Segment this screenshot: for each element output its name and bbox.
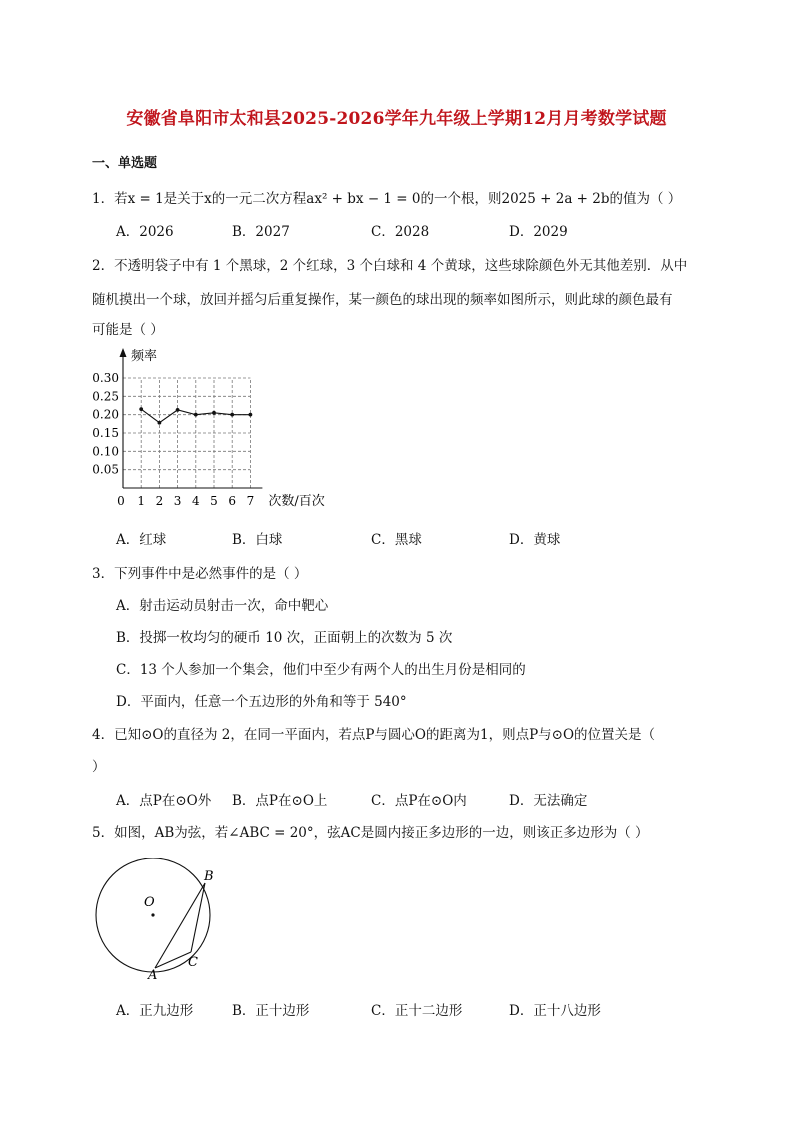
q2-option-a: A．红球 [116,532,167,548]
question-4-line-2: ） [92,759,106,775]
x-axis-label: 次数/百次 [268,494,325,509]
x-tick-label-5: 5 [210,494,218,508]
label-c: C [188,955,198,970]
q5-option-a: A．正九边形 [116,1003,194,1019]
question-3-stem: 3．下列事件中是必然事件的是（ ） [92,566,308,582]
q3-option-d: D．平面内，任意一个五边形的外角和等于 540° [116,694,407,710]
q1-option-b: B．2027 [232,224,290,240]
question-2-line-2: 随机摸出一个球，放回并摇匀后重复操作，某一颜色的球出现的频率如图所示，则此球的颜色最有 [92,292,673,308]
question-2-line-1: 2．不透明袋子中有 1 个黑球，2 个红球，3 个白球和 4 个黄球，这些球除颜色外无其他差别．从中 [92,258,688,274]
y-tick-label-0: 0.05 [92,462,119,477]
q3-option-b: B．投掷一枚均匀的硬币 10 次，正面朝上的次数为 5 次 [116,630,453,646]
label-a: A [148,968,158,983]
label-b: B [204,869,214,884]
y-axis-arrow [120,348,127,357]
question-1-stem: 1．若x = 1是关于x的一元二次方程ax² + bx − 1 = 0的一个根，则2025 + 2a + 2b的值为（ ） [92,191,682,207]
frequency-chart [88,342,348,517]
question-4-line-1: 4．已知⊙O的直径为 2，在同一平面内，若点P与圆心O的距离为1，则点P与⊙O的位置关是（ [92,727,656,743]
page-title: 安徽省阜阳市太和县2025-2026学年九年级上学期12月月考数学试题 [126,109,667,129]
data-point-3 [176,408,180,412]
label-o: O [144,895,155,910]
y-tick-label-1: 0.10 [92,444,119,459]
question-5-stem: 5．如图，AB为弦，若∠ABC = 20°，弦AC是圆内接正多边形的一边，则该正多边形为（ ） [92,825,649,841]
data-point-7 [249,413,253,417]
chord-ac [155,952,191,968]
q3-option-a: A．射击运动员射击一次，命中靶心 [116,598,329,614]
q2-option-d: D．黄球 [509,532,561,548]
q1-option-a: A．2026 [116,224,174,240]
q3-option-c: C．13 个人参加一个集会，他们中至少有两个人的出生月份是相同的 [116,662,526,678]
y-axis-label: 频率 [131,349,158,364]
q1-option-c: C．2028 [371,224,430,240]
q5-option-d: D．正十八边形 [509,1003,601,1019]
x-tick-label-6: 6 [228,494,237,508]
x-tick-label-4: 4 [191,494,200,508]
q2-option-b: B．白球 [232,532,283,548]
x-tick-label-2: 2 [155,494,164,508]
center-point [151,913,154,916]
y-tick-label-5: 0.30 [92,371,119,385]
data-point-5 [212,411,216,415]
q4-option-c: C．点P在⊙O内 [371,793,467,809]
q4-option-b: B．点P在⊙O上 [232,793,328,809]
q1-option-d: D．2029 [509,224,568,240]
circle-figure [88,858,228,983]
y-tick-label-2: 0.15 [92,426,119,440]
x-tick-label-1: 1 [137,494,146,508]
x-tick-label-7: 7 [246,494,255,508]
y-tick-label-3: 0.20 [92,407,119,422]
q5-option-c: C．正十二边形 [371,1003,463,1019]
q4-option-d: D．无法确定 [509,793,588,809]
y-tick-label-4: 0.25 [92,389,119,404]
data-point-2 [158,421,162,425]
q2-option-c: C．黑球 [371,532,422,548]
q5-option-b: B．正十边形 [232,1003,310,1019]
data-point-6 [230,413,234,417]
x-tick-label-0: 0 [117,494,125,508]
question-2-line-3: 可能是（ ） [92,322,164,338]
section-heading: 一、单选题 [92,156,158,171]
x-tick-label-3: 3 [173,494,182,508]
data-point-1 [139,407,143,411]
data-point-4 [194,413,198,417]
q4-option-a: A．点P在⊙O外 [116,793,212,809]
